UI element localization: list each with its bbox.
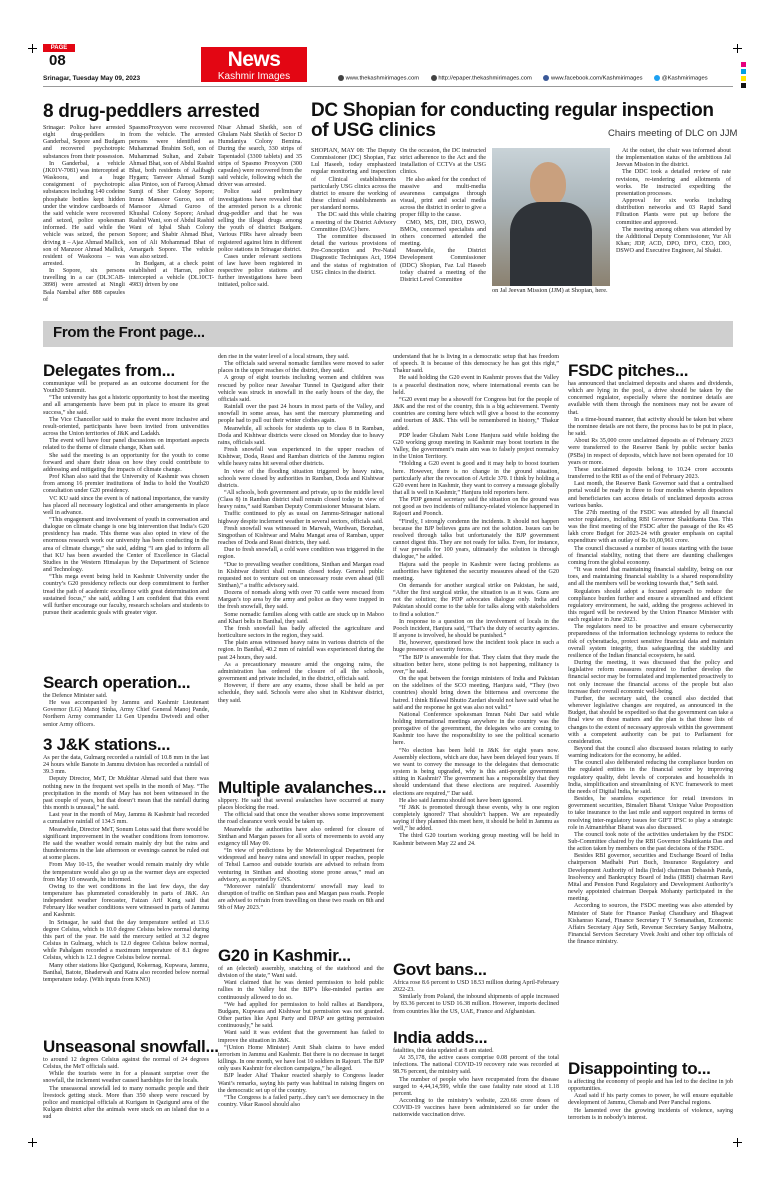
story-column [43,125,125,303]
registration-mark [733,44,742,53]
story-column [311,148,396,298]
paragraph: “No election has been held in J&K for eight years now. Assembly elections, which are due, have been delayed four years. If we want to convey the message to the delegates that democratic system is being upgraded, why is this anti-people government sitting in Kashmir? The government has a responsibility that they should understand that these elections are required. Assembly elections are required,” Dar said. [393,747,559,797]
story-headline: Delegates from... [43,361,175,380]
paragraph: However, if there are any exams, those shall be held as per schedule, they said. Schools were also shut in Kishtwar district, they said. [218,683,384,704]
story-headline: India adds... [393,1028,488,1047]
story-headline: 3 J&K stations... [43,735,171,754]
story-column [568,1079,733,1137]
paragraph: “The BJP is answerable for that. They claim that they made the situation better here, stone pelting is not happening, militancy is over,” he said. [393,654,559,675]
paragraph: In view of the flooding situation triggered by heavy rains, schools were closed by authorities in Ramban, Doda and Kishtwar districts. [218,468,384,489]
paragraph: “All schools, both government and private, up to the middle level (Class 8) in Ramban district shall remain closed today in view of heavy rains,” said Ramban Deputy Commissioner Mussarat Islam. [218,489,384,511]
paragraph: Rainfall over the past 24 hours in most parts of the Valley, and snowfall in some areas, has sent the mercury plummeting and people had to pull out their winter clothes again. [218,404,384,425]
facebook-link[interactable]: www.facebook.com/Kashmirimages [551,75,643,82]
paragraph: “Moreover rainfall/ thunderstorm/ snowfall may lead to disruption of traffic on Sinthan pass and Margan pass roads. People are advised to refrain from travelling on these two roads on 8th and 9th of May 2023.” [218,883,384,912]
paragraph: understand that he is living in a democratic setup that has freedom of speech. It is because of this democracy he has got this right,” Thakur said. [393,354,559,375]
banner-title: From the Front page... [53,324,205,341]
paragraph: to around 12 degrees Celsius against the normal of 24 degrees Celsius, the MeT officials said. [43,1057,209,1071]
paragraph: About Rs 35,000 crore unclaimed deposits as of February 2023 were transferred to the Reserve Bank by public sector banks (PSBs) in respect of deposits, which have not been operated for 10 years or more. [568,438,733,466]
paragraph: Prof Khan also said that the University of Kashmir was chosen from among 16 premier institutions of India to hold the Youth20 consultation under G20 presidency. [43,474,209,495]
paragraph: Some nomadic families along with cattle are stuck up in Maboo and Khari belts in Banihal, they said. [218,611,384,625]
story-column [218,966,384,1138]
paragraph: Meanwhile, Director MeT, Sonum Lotus said that there would be significant improvement in the weather conditions from tomorrow. He said the weather would remain mainly dry but the rains and thunderstorms in the late afternoon or evenings cannot be ruled out at some places. [43,826,209,862]
registration-mark [28,44,37,53]
paragraph: Azad said if his party comes to power, he will ensure equitable development of Jammu, Chenab and Peer Panchal regions. [568,1093,733,1107]
color-swatch [741,83,746,88]
story-column [129,125,214,297]
story-column [43,1057,209,1137]
photo-figure-head [530,162,566,206]
paragraph: VC KU said since the event is of national importance, the varsity has placed all necessary logistical and other arrangements in place well in advance. [43,495,209,516]
story-headline: Search operation... [43,673,191,692]
publication-name: Kashmir Images [217,71,291,82]
paragraph: He also said Jammu should not have been ignored. [399,797,523,804]
paragraph: A group of eight tourists including women and children was rescued by police near Jawahar Tunnel in Qazigund after their vehicle was struck in snowfall in the early hours of the day, the officials said. [218,375,384,403]
color-swatch [741,76,746,81]
paragraph: Wani said it was evident that the government has failed to improve the situation in J&K. [218,1030,384,1044]
paragraph: “Firstly, I strongly condemn the incidents. It should not happen because the BJP believes guns are not the solution. Issues can be resolved through talks but unfortunately the BJP government cannot digest this. They are not ready for talks. Even, for instance, if war prevails for 100 years, ultimately the solution is through dialogue,” he added. [393,518,559,561]
paragraph: slippery. He said that several avalanches have occurred at many places blocking the road. [218,798,384,812]
paragraph: At 35,178, the active cases comprise 0.08 percent of the total infections. The national COVID-19 recovery rate was recorded at 98.76 percent, the ministry said. [393,1055,559,1076]
page-label-box [43,44,75,52]
story-column [218,798,384,940]
globe-icon [431,75,437,81]
paragraph: “It was noted that maintaining financial stability, being on our toes, and maintaining financial stability is a shared responsibility and all the members will be working towards that,” Seth said. [568,567,733,588]
photo-figure-body [510,202,592,286]
story-column [393,980,559,1022]
paragraph: “This engagement and involvement of youth in conversation and dialogue on climate change is one big intervention that India’s G20 presidency has made. This theme was also opted in view of the enormous research work our university has been conducting in the area of climate change,” she said, adding “I am glad to inform all that KU has been awarded the Center of Excellence in Glacial Studies in the Western Himalayas by the Department of Science and Technology. [43,516,209,574]
paragraph: “G20 event may be a showoff for Congress but for the people of J&K and the rest of the country, this is a big achievement. Twenty countries are coming here which will give a boost to the economy and tourism of J&K. This will be remembered in history,” Thakur added. [393,396,559,432]
paragraph: The event will have four panel discussions on important aspects related to the theme of climate change, Khan said. [43,438,209,452]
paragraph: “Due to prevailing weather conditions, Sinthan and Margan road in Kishtwar district shall remain closed today. General public requested not to venture out on unnecessary route even ahead (till Sinthan),” a traffic advisory said. [218,561,384,589]
paragraph: “In view of predictions by the Meteorological Department for widespread and heavy rains and snowfall in upper reaches, people of Tehsil Larnoo and outside tourists are advised to refrain from venturing in Sinthan and shooting stone prone areas,” read an advisory, as reported by GNS. [218,848,384,883]
paragraph: On the occasion, the DC instructed strict adherence to the Act and the installation of CCTVs at the USG clinics. [400,148,486,176]
page-label: PAGE [50,45,68,51]
paragraph: According to the ministry’s website, 220.66 crore doses of COVID-19 vaccines have been administered so far under the nationwide vaccination drive. [393,1098,559,1119]
story-column [568,381,733,1053]
paragraph: Traffic continued to ply as usual on Jammu-Srinagar national highway despite inclement weather in several sectors, officials said. [218,511,384,525]
dateline: Srinagar, Tuesday May 09, 2023 [43,75,141,82]
paragraph: “Holding a G20 event is good and it may help to boost tourism here. However, there is no change in the ground situation, particularly after the revocation of Article 370. I think by holding a G20 event here in Kashmir, they want to convey a message globally that all is well in Kashmir,” Hanjura told reporters here. [393,461,559,496]
paragraph: Due to fresh snowfall, a cold wave condition was triggered in the region. [218,547,384,561]
paragraph: In Ganderbal, a vehicle (JK01V-7081) was intercepted at Waskoora, and a huge consignment of psychotropic substances including 140 codeine phosphate bottles kept hidden under the window cardboards of the said vehicle were recovered and seized, police spokesman informed. He said while the vehicle was seized, the person driving it – Ajaz Ahmad Mallick, son of Manzoor Ahmad Mallick, resident of Waskoora – was arrested. [43,160,125,267]
paragraph: Nisar Ahmad Sheikh, son of Ghulam Nabi Sheikh of Sector D Humdaniya Colony Bemina. During the search, 330 strips of Tapentadol (3300 tablets) and 35 strips of Spasmo Proxyvon (300 capsules) were recovered from the said vehicle, following which the driver was arrested. [218,125,302,189]
story-headline: 8 drug-peddlers arrested [43,101,260,122]
paragraph: He also asked for the conduct of massive and multi-media awareness campaigns through visual, print and social media across the district in order to give a proper fillip to the cause. [400,176,486,219]
story-headline: FSDC pitches... [568,361,689,380]
paragraph: Further, the secretary said, the council also decided that wherever legislative changes are required, as announced in the Budget, that should be expedited so that the government can take a final view on those matters and the plan is that those lists of changes to the extent of necessary approvals within the government with a competent authority can be put to Parliament for consideration. [568,695,733,745]
story-column [400,148,486,298]
paragraph: The meeting among others was attended by the Additional Deputy Commissioner, Yur Ali Khan; JDP, ACD, DPO, DFO, CEO, DIO, DSWO and Executive Engineer, Jal Shakti. [616,226,731,255]
globe-icon [338,75,344,81]
story-column [393,354,559,936]
paragraph: He, however, questioned how the incident took place in such a huge presence of security forces. [393,640,559,654]
paragraph: Last year in the month of May, Jammu & Kashmir had recorded a cumulative rainfall of 134.5 mm. [43,812,209,826]
paragraph: is affecting the economy of people and has led to the decline in job opportunities. [568,1079,733,1093]
paragraph: Deputy Director, MeT, Dr Mukhtar Ahmad said that there was nothing new in the frequent wet spells in the month of May. “The precipitation in the month of May has not been witnessed in the past couple of years, but that doesn’t mean that the rainfall during this month is unusual,” he said. [43,776,209,812]
paragraph: den rise in the water level of a local stream, they said. [218,354,350,360]
paragraph: Srinagar: Police have arrested eight drug-peddlers in Ganderbal, Sopore and Budgam and recovered psychotropic substances from their possession. [43,125,125,160]
paragraph: In response to a question on the involvement of locals in the Pooch incident, Hanjura said, “That’s the duty of security agencies. If anyone is involved, he should be punished.” [393,618,559,640]
paragraph: Approval for six works including distribution networks and 03 Rapid Sand Filtration Plants were put up before the committee and approved. [616,198,731,226]
website-link[interactable]: www.thekashmirimages.com [345,75,420,82]
paragraph: The PDP general secretary said the situation on the ground was not good as two incidents of militancy-related violence happened in Rajouri and Poonch. [393,497,559,518]
paragraph: SHOPIAN, MAY 08: The Deputy Commissioner (DC) Shopian, Faz Lul Haseeb, today emphasized regular monitoring and inspection of Clinical establishments particularly USG clinics across the district to ensure the working of these clinical establishments as per standard norms. [311,148,396,212]
facebook-icon [543,75,549,81]
paragraph: As a precautionary measure amid the ongoing rains, the administration has ordered the closure of all the schools, government and private included, in the district, officials said. [218,661,384,683]
paragraph: The officials said several nomadic families were moved to safer places in the upper reaches of the district, they said. [218,361,384,375]
paragraph: CMO, MS, DH, DIO, DSWO, BMOs, concerned specialists and others concerned attended the meeting. [400,219,486,248]
paragraph: Africa rose 8.6 percent to USD 18.53 million during April-February 2022-23. [393,980,559,994]
section-banner [201,47,307,82]
paragraph: Similarly from Poland, the inbound shipments of apple increased by 83.36 percent to USD 16.38 million. However, imports declined from countries like the US, UAE, France and Afghanistan. [393,994,559,1015]
paragraph: On demands for another surgical strike on Pakistan, he said, “After the first surgical strike, the situation is as it was. Guns are not the solution; the PDP advocates dialogue only. India and Pakistan should come to the table for talks along with stakeholders to find a solution.” [393,583,559,618]
paragraph: Meanwhile, all schools for students up to class 8 in Ramban, Doda and Kishtwar districts were closed on Monday due to heavy rains, officials said. [218,425,384,446]
page-number: 08 [49,52,66,69]
paragraph: The number of people who have recuperated from the disease surged to 4,44,14,599, while the case fatality rate stood at 1.18 percent. [393,1076,559,1097]
paragraph: National Conference spokesman Imran Nabi Dar said while holding international meetings anywhere in the country was the prerogative of the government, the delegates who are coming to Kashmir too have the responsibility to see the political scenario here. [393,711,559,747]
paragraph: The Vice Chancellor said to make the event more inclusive and result-oriented, participants have been invited from universities across the Union territories of J&K and Ladakh. [43,416,209,438]
story-column [616,148,731,298]
paragraph: In Sopore, six persons travelling in a car (DL3CAB-3898) were arrested at Ningli Bala Nambal after 888 capsules of [43,268,125,303]
rule [43,86,733,87]
paragraph: On the spat between the foreign ministers of India and Pakistan on the sidelines of the SCO meeting, Hanjura said, “They (two countries) should bring down the bitterness and overcome the hatred. I think Bilawal Bhutto Zardari should not have said what he said and the response he got was also not valid.” [393,676,559,711]
paragraph: He lamented over the growing incidents of violence, saying terrorism is in nobody’s interest. [568,1107,733,1121]
paragraph: the Defence Minister said. [43,693,108,699]
paragraph: “If J&K is promoted through these events, why is one region completely ignored? That shouldn’t happen. We are repeatedly saying if they planned this meet here, it should be held in Jammu as well,” he added. [393,804,559,833]
paragraph: Beyond that the council also discussed issues relating to early warning indicators for the economy, he added. [568,745,733,760]
epaper-link[interactable]: http://epaper.thekashmirimages.com [438,75,532,82]
registration-mark [733,1138,742,1147]
paragraph: The DC said this while chairing a meeting of the District Advisory Committee (DAC) here. [311,212,396,233]
paragraph: Cases under relevant sections of law have been registered in respective police stations and further investigations have been initiated, police said. [218,253,302,289]
story-column [43,755,209,1037]
paragraph: According to sources, the FSDC meeting was also attended by Minister of State for Finance Pankaj Chaudhary and Bhagwat Kishanrao Karad, Finance Secretary T V Somanathan, Economic Affairs Secretary Ajay Seth, Revenue Secretary Sanjay Malhotra, Financial Services Secretary Vivek Joshi and other top officials of the finance ministry. [568,903,733,946]
paragraph: PDP leader Ghulam Nabi Lone Hanjura said while holding the G20 working group meeting in Kashmir may boost tourism in the Valley, the government’s main aim was to falsely project normalcy in the Union Territory. [393,432,559,461]
paragraph: Owing to the wet conditions in the last few days, the day temperature has plummeted considerably in parts of J&K. An independent weather forecaster, Faizan Arif Keng said that February like weather conditions were witnessed in parts of Jammu and Kashmir. [43,883,209,919]
paragraph: As per the data, Gulmarg recorded a rainfall of 10.8 mm in the last 24 hours while Banote in Jammu division has recorded a rainfall of 39.3 mm. [43,755,209,776]
front-page-banner [43,321,733,347]
story-column [43,381,209,667]
paragraph: The fresh snowfall has badly affected the agriculture and horticulture sectors in the region, they said. [218,625,384,640]
paragraph: Besides, he seamless experience for retail investors in government securities, Bimalert Bharat 'Unique Value Proposition to take insurance to the last mile and support required in terms of resolving inter-regulatory issues for GIFT IFSC to play a strategic role in Atmanirbhar Bharat was also discussed. [568,796,733,831]
story-headline: Unseasonal snowfall... [43,1037,219,1056]
paragraph: These unclaimed deposits belong to 10.24 crore accounts transferred to the RBI as of the end of February 2023. [568,466,733,481]
color-swatch [741,69,746,74]
paragraph: Fresh snowfall was witnessed in Marwah, Wardwan, Bonzhan, Singpothan of Kishtwar and Mahu Mangat area of Ramban, upper reaches of Doda and Reasi districts, they said. [218,525,384,547]
paragraph: In Budgam, at a check point established at Harran, police intercepted a vehicle (DL10CT-4983) driven by one [129,260,214,289]
registration-mark [28,1138,37,1147]
paragraph: Dozens of nomads along with over 70 cattle were rescued from Margan’s top area by the army and police as they were trapped in the fresh snowfall, they said. [218,590,384,611]
paragraph: The DDC took a detailed review of rate revisions, re-tendering and allotments of works. He instructed expediting the presentation processes. [616,169,731,197]
story-column [43,693,209,729]
paragraph: The plain areas witnessed heavy rains in various districts of the region. In Banihal, 40.2 mm of rainfall was experienced during the past 24 hours, they said. [218,640,384,661]
paragraph: During the meeting, it was discussed that the policy and legislative reform measures required to further develop the financial sector may be formulated and implemented proactively to not only increase the financial access of the people but also increase their overall economic well-being. [568,660,733,695]
paragraph: In Srinagar, he said that the day temperature settled at 13.6 degree Celsius, which is 10.0 degree Celsius below normal during this part of the year. He said the mercury settled at 3.2 degree Celsius in Gulmarg, which is 12.0 degree Celsius below normal, while Pahalgam recorded a maximum temperature of 8.1 degree Celsius, which is 12.1 degree Celsius below normal. [43,919,209,962]
color-swatch [741,62,746,67]
paragraph: Last month, the Reserve Bank Governor said that a centralised portal would be ready in three to four months wherein depositors and beneficiaries can access details of unclaimed deposits across various banks. [568,481,733,509]
story-headline: Disappointing to... [568,1059,711,1078]
paragraph: The regulators need to be proactive and ensure cybersecurity preparedness of the information technology systems to reduce the risk of cyberattacks, protect sensitive financial data and maintain overall system integrity, thus safeguarding the stability and resilience of the Indian financial ecosystem, he said. [568,624,733,659]
paragraph: SpasmoProxyvon were recovered from the vehicle. The arrested persons were identified as Muhammad Ibrahim Sofi, son of Muhammad Sultan, and Zubair Ahmad Bhat, son of Abdul Rashid Bhat, both residents of Aalibagh Hygam; Tanveer Ahmad Sumji alias Pintoo, son of Farooq Ahmad Sumji of Sher Colony Sopore; Imran Mansoor Guroo, son of Mansoor Ahmad Guroo of Khushal Colony Sopore; Arshad Rashid Wani, son of Abdul Rashid Wani of Iqbal Shah Colony Sopore; and Shabir Ahmad Bhat, son of Ali Mohammad Bhat of Amargarh Sopore. The vehicle was also seized. [129,125,214,260]
paragraph: He said holding the G20 event in Kashmir proves that the Valley is a peaceful destination now, where international events can be held. [393,375,559,396]
paragraph: “This mega event being held in Kashmir University under the country’s G20 presidency reflects our deep commitment to further tread the path of academic excellence with great determination and sustained focus,” she said, adding I am confident that this event will further encourage our faculty, research scholars and students to pursue their academic goals with greater vigor. [43,574,209,616]
paragraph: Regulators should adopt a focused approach to reduce the compliance burden further and ensure a streamlined and efficient regulatory environment, he said, adding the progress achieved in this regard will be reviewed by the Union Finance Minister with each regulator in June 2023. [568,588,733,624]
paragraph: Meanwhile the authorities have also ordered for closure of Sinthan and Margan passes for all sorts of movements to avoid any exigency till May 09. [218,826,384,847]
paragraph: BJP leader Altaf Thakur reacted sharply to Congress leader Wani’s remarks, saying his party was habitual in raising fingers on the democratic set up of the country. [218,1073,384,1094]
story-headline: DC Shopian for conducting regular inspection of USG clinics [311,100,714,141]
paragraph: From May 10-15, the weather would remain mainly dry while the temperature would also go up as the warmer days are expected from May 10 onwards, he informed. [43,862,209,883]
story-headline: G20 in Kashmir... [218,946,351,965]
paragraph: At the outset, the chair was informed about the implementation status of the ambitious Jal Jeevan Mission in the district. [616,148,731,169]
paragraph: The unseasonal snowfall led to many nomadic people and their livestock getting stuck. More than 350 sheep were rescued by police and municipal officials at Kurigam in Qazigund area of the Kulgam district after the animals were stuck on an island due to a sud [43,1085,209,1121]
paragraph: Meanwhile, the District Development Commissioner (DDC) Shopian, Faz Lul Haseeb today chaired a meeting of the District Level Committee [400,248,486,283]
paragraph: Hajura said the people in Kashmir were facing problems as authorities have tightened the security measures ahead of the G20 meeting. [393,561,559,582]
twitter-link[interactable]: @Kashmirimages [661,75,708,82]
paragraph: “We had applied for permission to hold rallies at Bandipora, Budgam, Kupwara and Kishtwar but permission was not granted. Other parties like Apni Party and DPAP are getting permission continuously,” he said. [218,1001,384,1030]
paragraph: The council took note of the activities undertaken by the FSDC Sub-Committee chaired by the RBI Governor Shaktikanta Das and the action taken by members on the past decisions of the FSDC. [568,831,733,853]
photo-caption: on Jal Jeevan Mission (JJM) at Shopian, here. [492,287,608,294]
paragraph: In a time-bound manner, that activity should be taken but where the nominee details are not there, the process has to be put in place, he said. [568,416,733,438]
paragraph: Besides RBI governor, securities and Exchange Board of India chairperson Madhabi Puri Buch, Insurance Regulatory and Development Authority of India (Irdai) chairman Debasish Panda, Insolvency and Bankruptcy Board of India (IBBI) chairman Ravi Mital and Pension Fund Regulatory and Development Authority’s newly appointed chairman Deepak Mohanty participated in the meeting. [568,853,733,903]
paragraph: Many other stations like Qazigund, Kokernag, Kupwara, Jammu, Banihal, Batote, Bhaderwah and Katra also recorded below normal temperature today. (With inputs from KNO) [43,962,209,983]
story-headline: Govt bans... [393,960,487,979]
paragraph: Police said preliminary investigations have revealed that the arrested person is a chronic drug-peddler and that he was selling the illegal drugs among the youth of district Budgam. Various FIRs have already been registered against him in different police stations in Srinagar district. [218,189,302,253]
paragraph: Fresh snowfall was experienced in the upper reaches of Kishtwar, Doda, Reasi and Ramban districts of the Jammu region while heavy rains hit several other districts. [218,447,384,468]
story-subhead: Chairs meeting of DLC on JJM [608,128,738,139]
paragraph: The official said that once the weather shows some improvement the road clearance work would be taken up. [218,812,384,826]
story-column [218,354,384,748]
paragraph: “The Congress is a failed party...they can’t see democracy in the country. Vikar Rasool should also [218,1094,384,1108]
paragraph: The council discussed a number of issues starting with the issue of financial stability, noting that there are daunting challenges coming from the global economy. [568,545,733,566]
section-title: News [227,48,281,71]
paragraph: Wani claimed that he was denied permission to hold public rallies in the Valley but the BJP’s like-minded parties are continuously allowed to do so. [218,980,384,1001]
story-headline: Multiple avalanches... [218,778,387,797]
paragraph: has announced that unclaimed deposits and shares and dividends, which are lying in the pool, a drive should be taken by the concerned regulator, especially where the nominee details are available with them through the nominees may not be aware of that. [568,381,733,416]
paragraph: The third G20 tourism working group meeting will be held in Kashmir between May 22 and 24. [393,833,559,847]
paragraph: “(Union Home Minister) Amit Shah claims to have ended terrorism in Jammu and Kashmir. But there is no decrease in target killings. In one month, we have lost 10 soldiers in Rajouri. The BJP only uses Kashmir for election campaigns,” he alleged. [218,1044,384,1073]
story-column [218,125,302,297]
paragraph: The council also deliberated reducing the compliance burden on the regulated entities in the financial sector by improving regulatory quality, debt levels of corporates and households in India, simplification and streamlining of KYC framework to meet the needs of Digital India, he said. [568,760,733,795]
paragraph: of an (elected) assembly, snatching of the statehood and the division of the state,” Wani said. [218,966,384,980]
news-photo [492,148,610,286]
twitter-icon [654,75,660,81]
paragraph: While the tourists were in for a pleasant surprise over the snowfall, the inclement weather caused hardships for the locals. [43,1071,209,1085]
paragraph: The committee discussed in detail the various provisions of Pre-Conception and Pre-Natal Diagnostic Techniques Act, 1994 and the status of registration of USG clinics in the district. [311,233,396,276]
paragraph: The 27th meeting of the FSDC was attended by all financial sector regulators, including RBI Governor Shaktikanta Das. This was the first meeting of the FSDC after the passage of the Rs 45 lakh crore Budget for 2023-24 with greater emphasis on capital expenditure with an outlay of Rs 10,00,961 crore. [568,509,733,545]
paragraph: fatalities, the data updated at 8 am stated. [393,1048,494,1054]
story-column [393,1048,559,1136]
paragraph: “The university has got a historic opportunity to host the meeting and all arrangements have been put in place to ensure its great success,” she said. [43,395,209,416]
paragraph: communique will be prepared as an outcome document for the Youth20 Summit. [43,381,209,395]
paragraph: He was accompanied by Jammu and Kashmir Lieutenant Governor (LG) Manoj Sinha, Army Chief General Manoj Pande, Northern Army commander Lt Gen Upendra Dwivedi and other senior Army officers. [43,700,209,728]
paragraph: She said the meeting is an opportunity for the youth to come forward and share their ideas on how they could contribute to addressing and mitigating the impacts of climate change. [43,452,209,473]
